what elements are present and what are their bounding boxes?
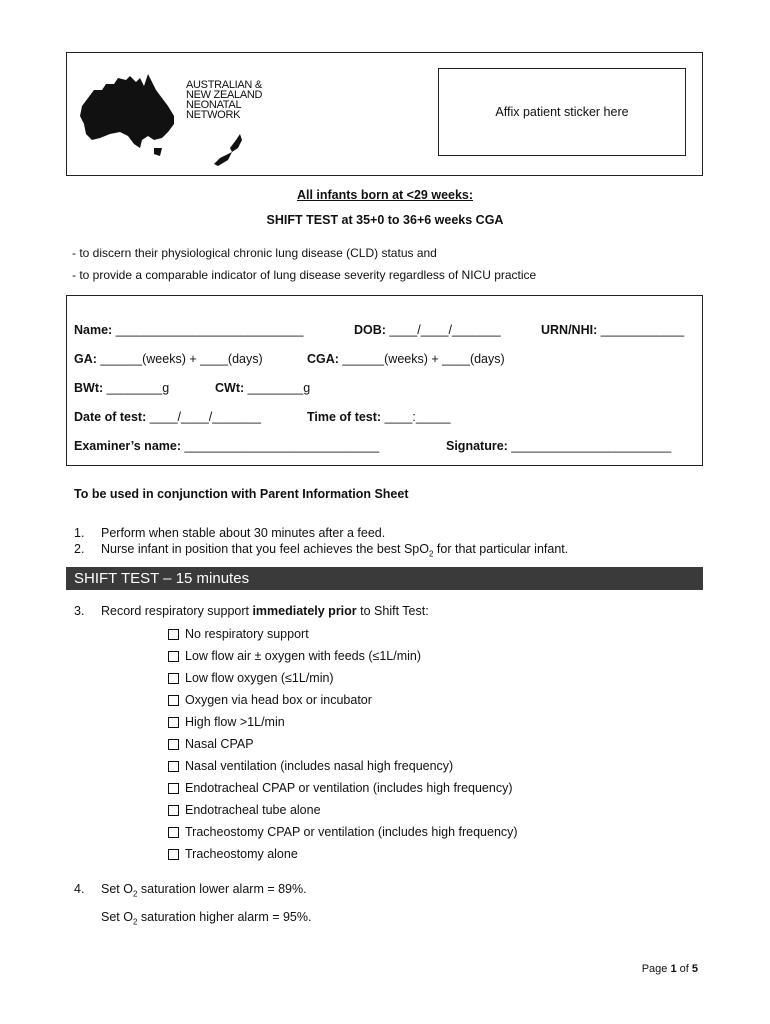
time-of-test-field[interactable]: Time of test: ____:_____ — [307, 410, 451, 424]
purpose-line-1: - to discern their physiological chronic lung disease (CLD) status and — [72, 246, 437, 260]
title-line-1: All infants born at <29 weeks: — [296, 188, 474, 202]
bwt-field[interactable]: BWt: ________g — [74, 381, 170, 395]
page-number: Page 1 of 5 — [641, 963, 698, 975]
checkbox[interactable] — [168, 783, 179, 794]
checkbox[interactable] — [168, 827, 179, 838]
logo-wordmark: AUSTRALIAN & NEW ZEALAND NEONATAL NETWORK — [186, 79, 263, 121]
patient-sticker-box — [438, 68, 686, 156]
cga-field[interactable]: CGA: ______(weeks) + ____(days) — [307, 352, 505, 366]
purpose-line-2: - to provide a comparable indicator of lung disease severity regardless of NICU practice — [72, 268, 537, 282]
checkbox[interactable] — [168, 717, 179, 728]
step-2-number: 2. — [74, 542, 85, 556]
checkbox[interactable] — [168, 805, 179, 816]
sticker-label: Affix patient sticker here — [495, 105, 629, 119]
option-tracheostomy-cpap[interactable]: Tracheostomy CPAP or ventilation (includes high frequency) — [168, 825, 518, 839]
cwt-field[interactable]: CWt: ________g — [215, 381, 311, 395]
step-4-number: 4. — [74, 882, 85, 896]
section-bar-shift-test: SHIFT TEST – 15 minutes — [66, 567, 703, 590]
examiner-name-field[interactable]: Examiner’s name: ____________________________ — [74, 439, 380, 453]
step-1-number: 1. — [74, 526, 85, 540]
step-4-line-2: Set $O_2$ saturation higher alarm = 95%. — [101, 910, 312, 927]
name-field[interactable]: Name: ___________________________ — [74, 323, 304, 337]
option-low-flow-air-feeds[interactable]: Low flow air ± oxygen with feeds (≤1L/min) — [168, 649, 421, 663]
step-4-line-1: Set $O_2$ saturation lower alarm = 89%. — [101, 882, 307, 899]
option-low-flow-oxygen[interactable]: Low flow oxygen (≤1L/min) — [168, 671, 334, 685]
urn-nhi-field[interactable]: URN/NHI: ____________ — [541, 323, 685, 337]
checkbox[interactable] — [168, 739, 179, 750]
option-oxygen-head-box[interactable]: Oxygen via head box or incubator — [168, 693, 372, 707]
checkbox[interactable] — [168, 695, 179, 706]
title-line-2: SHIFT TEST at 35+0 to 36+6 weeks CGA — [266, 213, 504, 227]
checkbox[interactable] — [168, 761, 179, 772]
ga-field[interactable]: GA: ______(weeks) + ____(days) — [74, 352, 263, 366]
step-1-text: Perform when stable about 30 minutes after a feed. — [101, 526, 386, 540]
signature-field[interactable]: Signature: _______________________ — [446, 439, 672, 453]
dob-field[interactable]: DOB: ____/____/_______ — [354, 323, 501, 337]
conjunction-note: To be used in conjunction with Parent Information Sheet — [74, 487, 409, 501]
option-nasal-cpap[interactable]: Nasal CPAP — [168, 737, 254, 751]
step-3-text: Record respiratory support immediately prior to Shift Test: — [101, 604, 429, 618]
option-endotracheal-cpap[interactable]: Endotracheal CPAP or ventilation (includes high frequency) — [168, 781, 513, 795]
option-nasal-ventilation[interactable]: Nasal ventilation (includes nasal high frequency) — [168, 759, 453, 773]
option-endotracheal-tube[interactable]: Endotracheal tube alone — [168, 803, 321, 817]
option-high-flow[interactable]: High flow >1L/min — [168, 715, 285, 729]
checkbox[interactable] — [168, 673, 179, 684]
option-tracheostomy-alone[interactable]: Tracheostomy alone — [168, 847, 298, 861]
date-of-test-field[interactable]: Date of test: ____/____/_______ — [74, 410, 261, 424]
checkbox[interactable] — [168, 849, 179, 860]
step-2-text: Nurse infant in position that you feel achieves the best SpO$_2$ for that particular infant. — [101, 542, 569, 559]
option-no-respiratory-support[interactable]: No respiratory support — [168, 627, 309, 641]
checkbox[interactable] — [168, 651, 179, 662]
checkbox[interactable] — [168, 629, 179, 640]
step-3-number: 3. — [74, 604, 85, 618]
